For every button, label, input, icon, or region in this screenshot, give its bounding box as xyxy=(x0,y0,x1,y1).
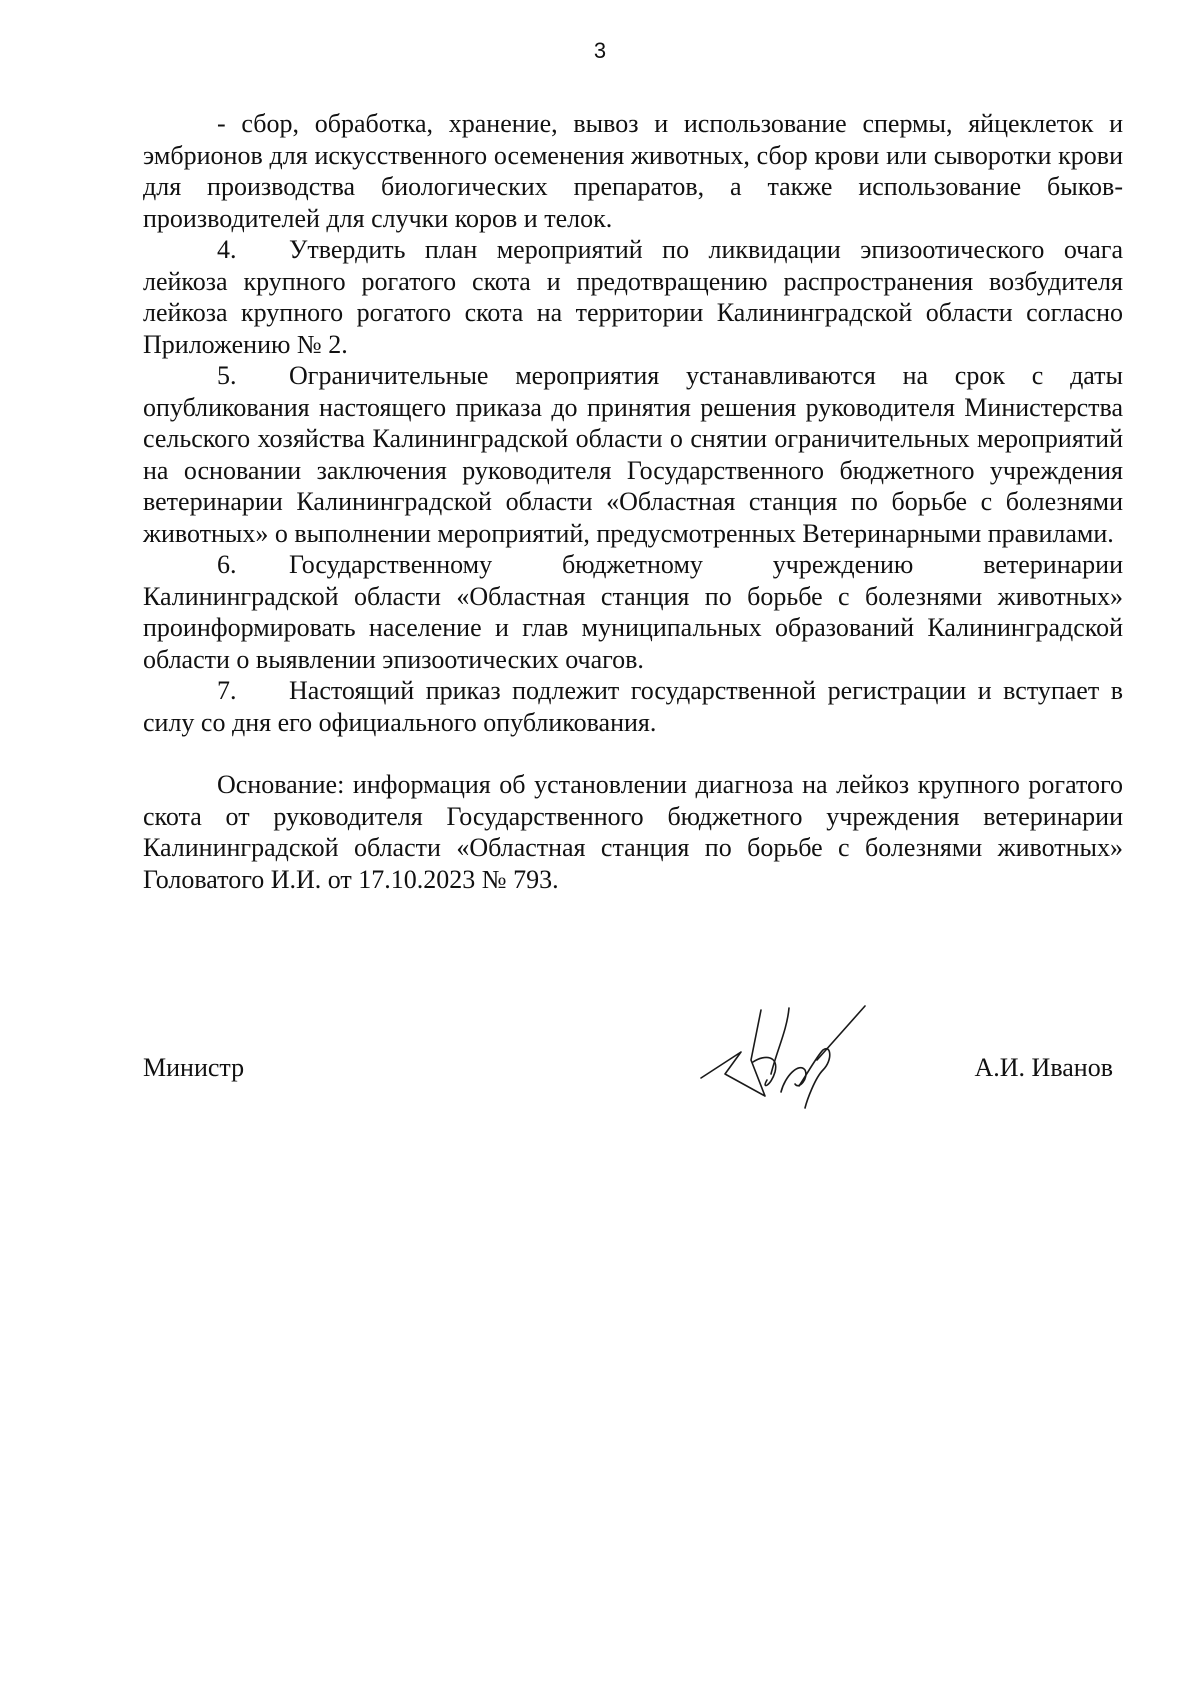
paragraph-text: Настоящий приказ подлежит государственной регистрации и вступает в силу со дня его официального опубликования. xyxy=(143,676,1123,737)
page-number: 3 xyxy=(593,38,607,63)
paragraph-item-6 xyxy=(143,549,1123,675)
paragraph-item-7 xyxy=(143,675,1123,738)
basis-paragraph xyxy=(143,769,1123,895)
paragraph-number: 5. xyxy=(217,361,237,390)
signer-position: Министр xyxy=(143,1053,245,1082)
signature-block xyxy=(143,1053,1123,1093)
paragraph-text: - сбор, обработка, хранение, вывоз и использование спермы, яйцеклеток и эмбрионов для искусственного осеменения животных, сбор крови или сыворотки крови для производства биологических препаратов, а также использование быков-производителей для случки коров и телок. xyxy=(143,109,1123,233)
paragraph-number: 7. xyxy=(217,676,237,705)
document-body xyxy=(143,108,1123,895)
paragraph-list-item-continuation xyxy=(143,108,1123,234)
paragraph-text: Ограничительные мероприятия устанавливаются на срок с даты опубликования настоящего приказа до принятия решения руководителя Министерства сельского хозяйства Калининградской области о снятии ограничительных мероприятий на основании заключения руководителя Государственного бюджетного учреждения ветеринарии Калининградской области «Областная станция по борьбе с болезнями животных» о выполнении мероприятий, предусмотренных Ветеринарными правилами. xyxy=(143,361,1123,548)
paragraph-text: Государственному бюджетному учреждению ветеринарии Калининградской области «Областная станция по борьбе с болезнями животных» проинформировать население и глав муниципальных образований Калининградской области о выявлении эпизоотических очагов. xyxy=(143,550,1123,674)
paragraph-number: 4. xyxy=(217,235,237,264)
paragraph-text: Утвердить план мероприятий по ликвидации эпизоотического очага лейкоза крупного рогатого скота и предотвращению распространения возбудителя лейкоза крупного рогатого скота на территории Калининградской области согласно Приложению № 2. xyxy=(143,235,1123,359)
basis-text: Основание: информация об установлении диагноза на лейкоз крупного рогатого скота от руководителя Государственного бюджетного учреждения ветеринарии Калининградской области «Областная станция по борьбе с болезнями животных» Головатого И.И. от 17.10.2023 № 793. xyxy=(143,770,1123,894)
paragraph-item-4 xyxy=(143,234,1123,360)
paragraph-number: 6. xyxy=(217,550,237,579)
signer-name: А.И. Иванов xyxy=(974,1053,1113,1082)
paragraph-item-5 xyxy=(143,360,1123,549)
